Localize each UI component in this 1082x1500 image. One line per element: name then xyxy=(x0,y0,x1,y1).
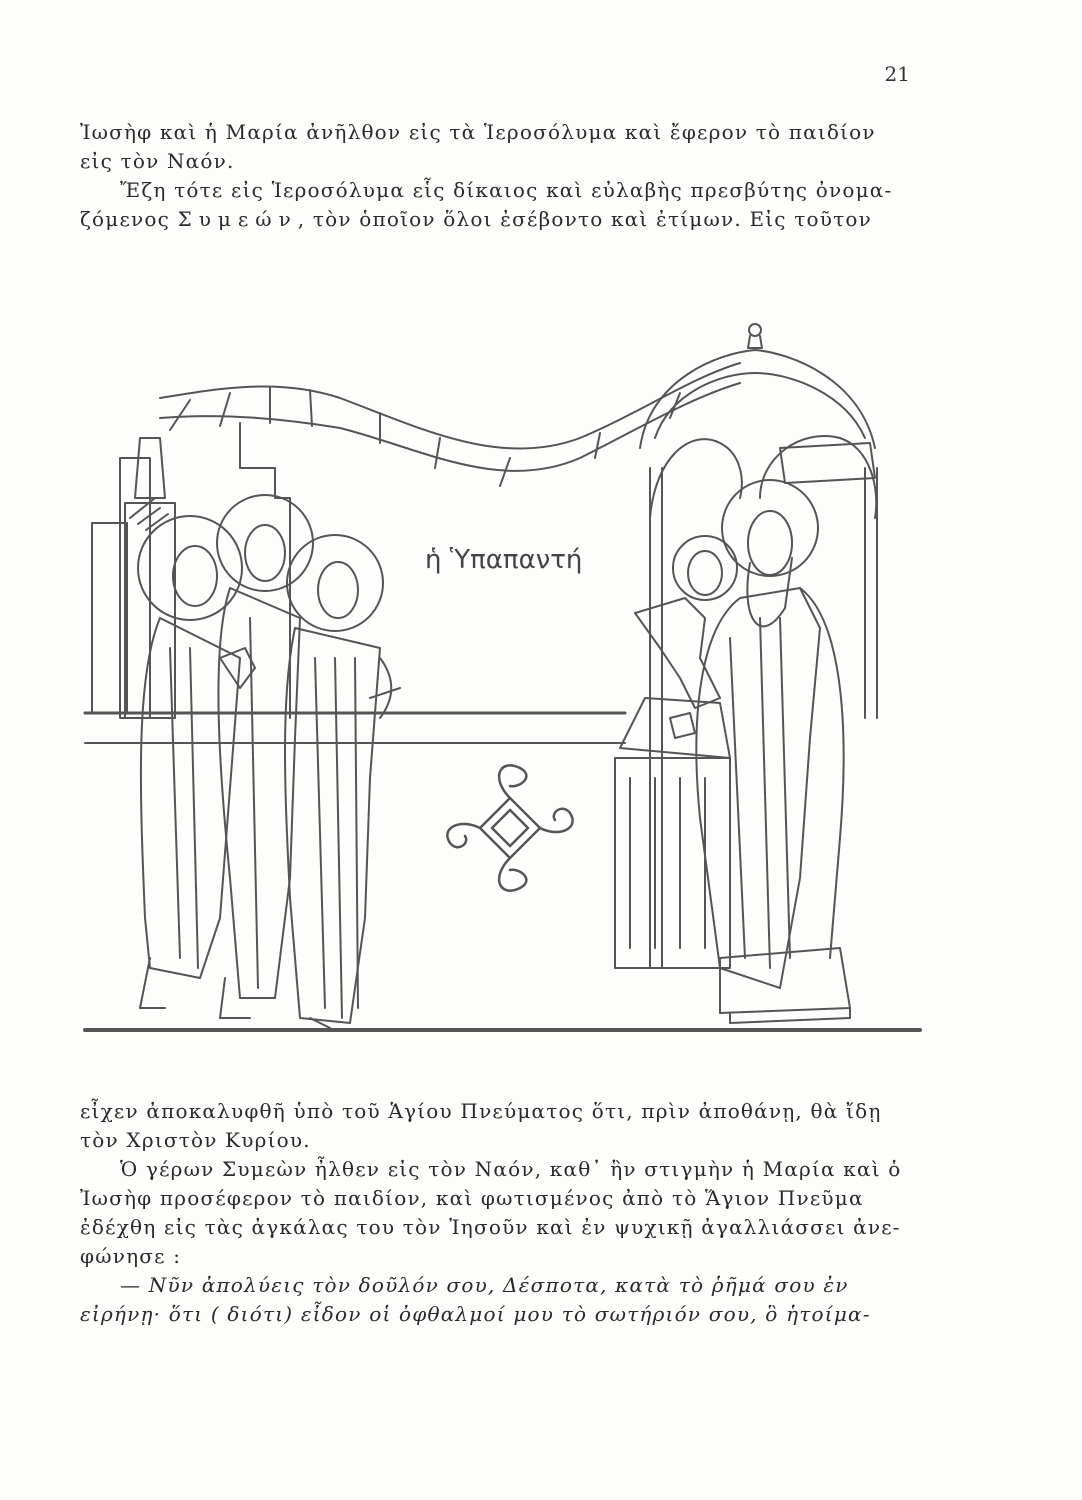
text-line: Ἰωσὴφ προσέφερον τὸ παιδίον, καὶ φωτισμένος ἀπὸ τὸ Ἅγιον Πνεῦμα xyxy=(80,1186,864,1210)
text-line: ζόμενος xyxy=(80,207,171,231)
text-line: εἶχεν ἀποκαλυφθῆ ὑπὸ τοῦ Ἁγίου Πνεύματος ὅτι, πρὶν ἀποθάνῃ, θὰ ἴδῃ xyxy=(80,1099,882,1123)
paragraph-4 xyxy=(80,1155,920,1271)
ornament xyxy=(447,765,572,890)
simeon-figure xyxy=(696,588,843,988)
halo-child xyxy=(673,536,737,600)
halo-woman xyxy=(217,495,313,591)
text-line: ἐδέχθη εἰς τὰς ἀγκάλας του τὸν Ἰησοῦν καὶ ἐν ψυχικῇ ἀγαλλιάσσει ἀνε- xyxy=(80,1215,901,1239)
text-line: Ἔζη τότε εἰς Ἱεροσόλυμα εἷς δίκαιος καὶ εὐλαβὴς πρεσβύτης ὀνομα- xyxy=(120,178,893,202)
page-number: 21 xyxy=(884,62,910,86)
text-line: Ὁ γέρων Συμεὼν ἦλθεν εἰς τὸν Ναόν, καθ᾽ ἣν στιγμὴν ἡ Μαρία καὶ ὁ xyxy=(120,1157,902,1181)
top-text-block xyxy=(80,118,920,234)
paragraph-3 xyxy=(80,1097,920,1155)
presentation-icon-illustration xyxy=(80,318,922,1038)
ciborium-canopy xyxy=(640,324,877,968)
text-line: — Νῦν ἀπολύεις τὸν δοῦλόν σου, Δέσποτα, κατὰ τὸ ῥῆμά σου ἐν xyxy=(120,1273,849,1297)
left-figures-robes xyxy=(140,588,400,1028)
text-line: , τὸν ὁποῖον ὅλοι ἐσέβοντο καὶ ἐτίμων. Εἰς τοῦτον xyxy=(297,207,872,231)
text-line: τὸν Χριστὸν Κυρίου. xyxy=(80,1128,311,1152)
icon-caption: ἡ Ὑπαπαντή xyxy=(425,545,583,575)
paragraph-5-quote xyxy=(80,1271,920,1329)
paragraph-2 xyxy=(80,176,920,234)
text-line: Ἰωσὴφ καὶ ἡ Μαρία ἀνῆλθον εἰς τὰ Ἱεροσόλυμα καὶ ἔφερον τὸ παιδίον xyxy=(80,120,876,144)
text-line: εἰρήνῃ· ὅτι ( διότι) εἶδον οἱ ὀφθαλμοί μου τὸ σωτήριόν σου, ὃ ἡτοίμα- xyxy=(80,1302,871,1326)
paragraph-1 xyxy=(80,118,920,176)
name-simeon: Συμεών xyxy=(177,207,298,231)
text-line: εἰς τὸν Ναόν. xyxy=(80,149,235,173)
text-line: φώνησε : xyxy=(80,1244,182,1268)
halo-mary xyxy=(287,535,383,631)
bottom-text-block xyxy=(80,1097,920,1329)
